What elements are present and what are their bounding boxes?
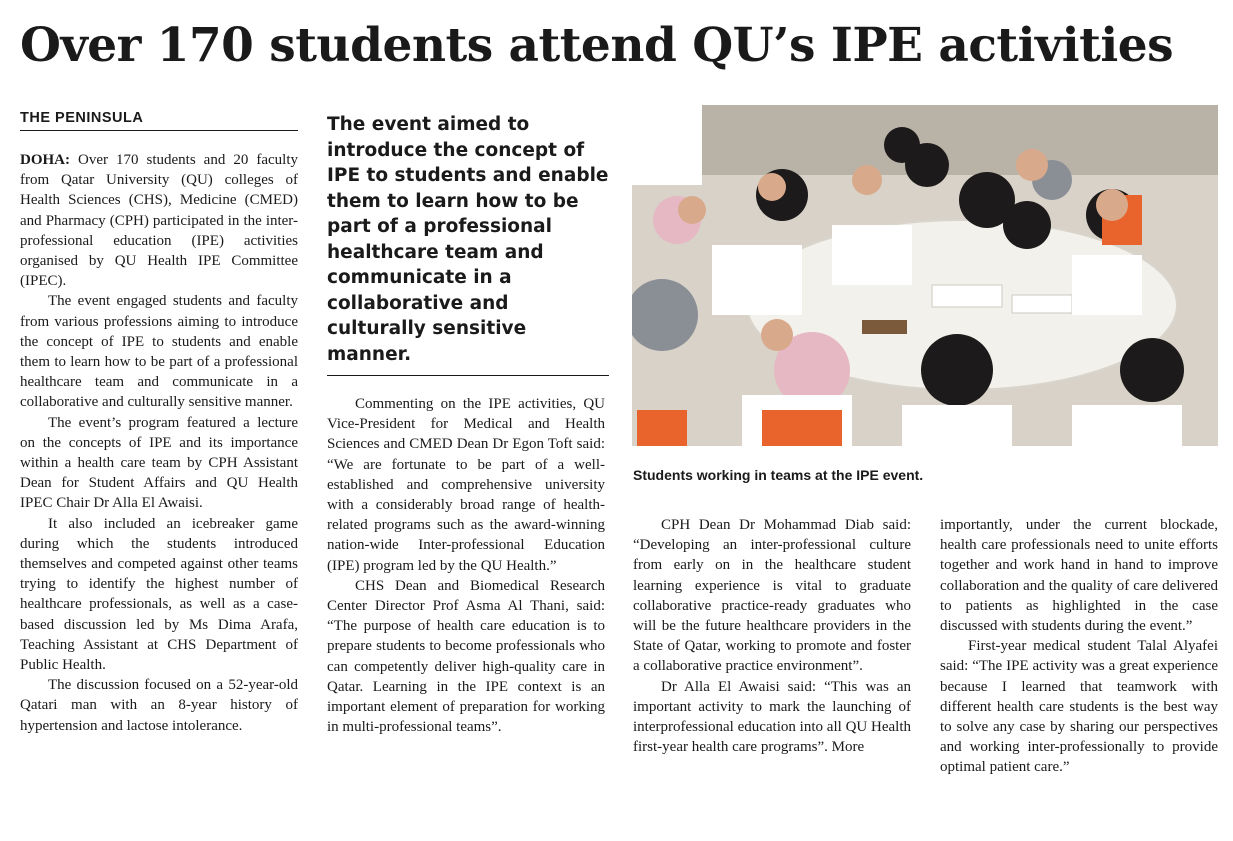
article-column-1 — [20, 150, 298, 736]
paragraph-7: CHS Dean and Biomedical Research Center Director Prof Asma Al Thani, said: “The purpose of health care education is to prepare students to become professionals who can competently deliver high-quality care in Qatar. Learning in the IPE context is an important element of preparation for working in multi-professional teams”. — [327, 577, 605, 736]
dateline: DOHA: — [20, 152, 70, 168]
paragraph-8: CPH Dean Dr Mohammad Diab said: “Developing an inter-professional culture from early on in the healthcare student learning experience is vital to graduate collaborative practice-ready graduates who will be the future healthcare providers in the State of Qatar, working to promote and foster a collaborative practice environment”. — [633, 517, 911, 675]
paragraph-4: It also included an icebreaker game during which the students introduced themselves and competed against other teams trying to identify the highest number of healthcare professionals, as well as a case-based discussion led by Ms Dima Arafa, Teaching Assistant at CHS Department of Public Health. — [20, 515, 298, 674]
paragraph-6: Commenting on the IPE activities, QU Vice-President for Medical and Health Sciences and CMED Dean Dr Egon Toft said: “We are fortunate to be part of a well-established and comprehensive university with a considerably broad range of health-related programs such as the award-winning nation-wide Inter-professional Education (IPE) program led by the QU Health.” — [327, 396, 605, 574]
pull-quote: The event aimed to introduce the concept of IPE to students and enable them to learn how to be part of a professional healthcare team and communicate in a collaborative and culturally sensitive manner. — [327, 112, 609, 376]
photo-caption: Students working in teams at the IPE event. — [633, 467, 924, 483]
lead-text: Over 170 students and 20 faculty from Qatar University (QU) colleges of Health Sciences (CHS), Medicine (CMED) and Pharmacy (CPH) participated in the inter-professional education (IPE) activities organised by QU Health IPE Committee (IPEC). — [20, 152, 298, 290]
event-photo-illustration — [632, 105, 1218, 446]
headline: Over 170 students attend QU’s IPE activities — [20, 18, 1174, 73]
byline: THE PENINSULA — [20, 110, 298, 131]
article-column-2 — [327, 394, 605, 737]
paragraph-5: The discussion focused on a 52-year-old Qatari man with an 8-year history of hypertension and lactose intolerance. — [20, 677, 298, 734]
event-photo — [632, 105, 1218, 446]
paragraph-2: The event engaged students and faculty from various professions aiming to introduce the concept of IPE to students and enable them to learn how to be part of a professional healthcare team and communicate in a collaborative and culturally sensitive manner. — [20, 293, 298, 411]
paragraph-11: First-year medical student Talal Alyafei said: “The IPE activity was a great experience because I learned that teamwork with different health care students is the best way to solve any case by sharing our perspectives and working inter-professionally to provide optimal patient care.” — [940, 638, 1218, 776]
article-column-4 — [940, 515, 1218, 778]
paragraph-9: Dr Alla El Awaisi said: “This was an important activity to mark the launching of interprofessional education into all QU Health first-year health care programs”. More — [633, 678, 911, 756]
paragraph-10: importantly, under the current blockade, health care professionals need to unite efforts together and work hand in hand to improve collaboration and the quality of care delivered to patients as highlighted in the case discussed with students during the event.” — [940, 517, 1218, 635]
article-column-3 — [633, 515, 911, 757]
lead-paragraph — [20, 150, 298, 291]
paragraph-3: The event’s program featured a lecture on the concepts of IPE and its importance within a health care team by CPH Assistant Dean for Student Affairs and QU Health IPEC Chair Dr Alla El Awaisi. — [20, 414, 298, 512]
